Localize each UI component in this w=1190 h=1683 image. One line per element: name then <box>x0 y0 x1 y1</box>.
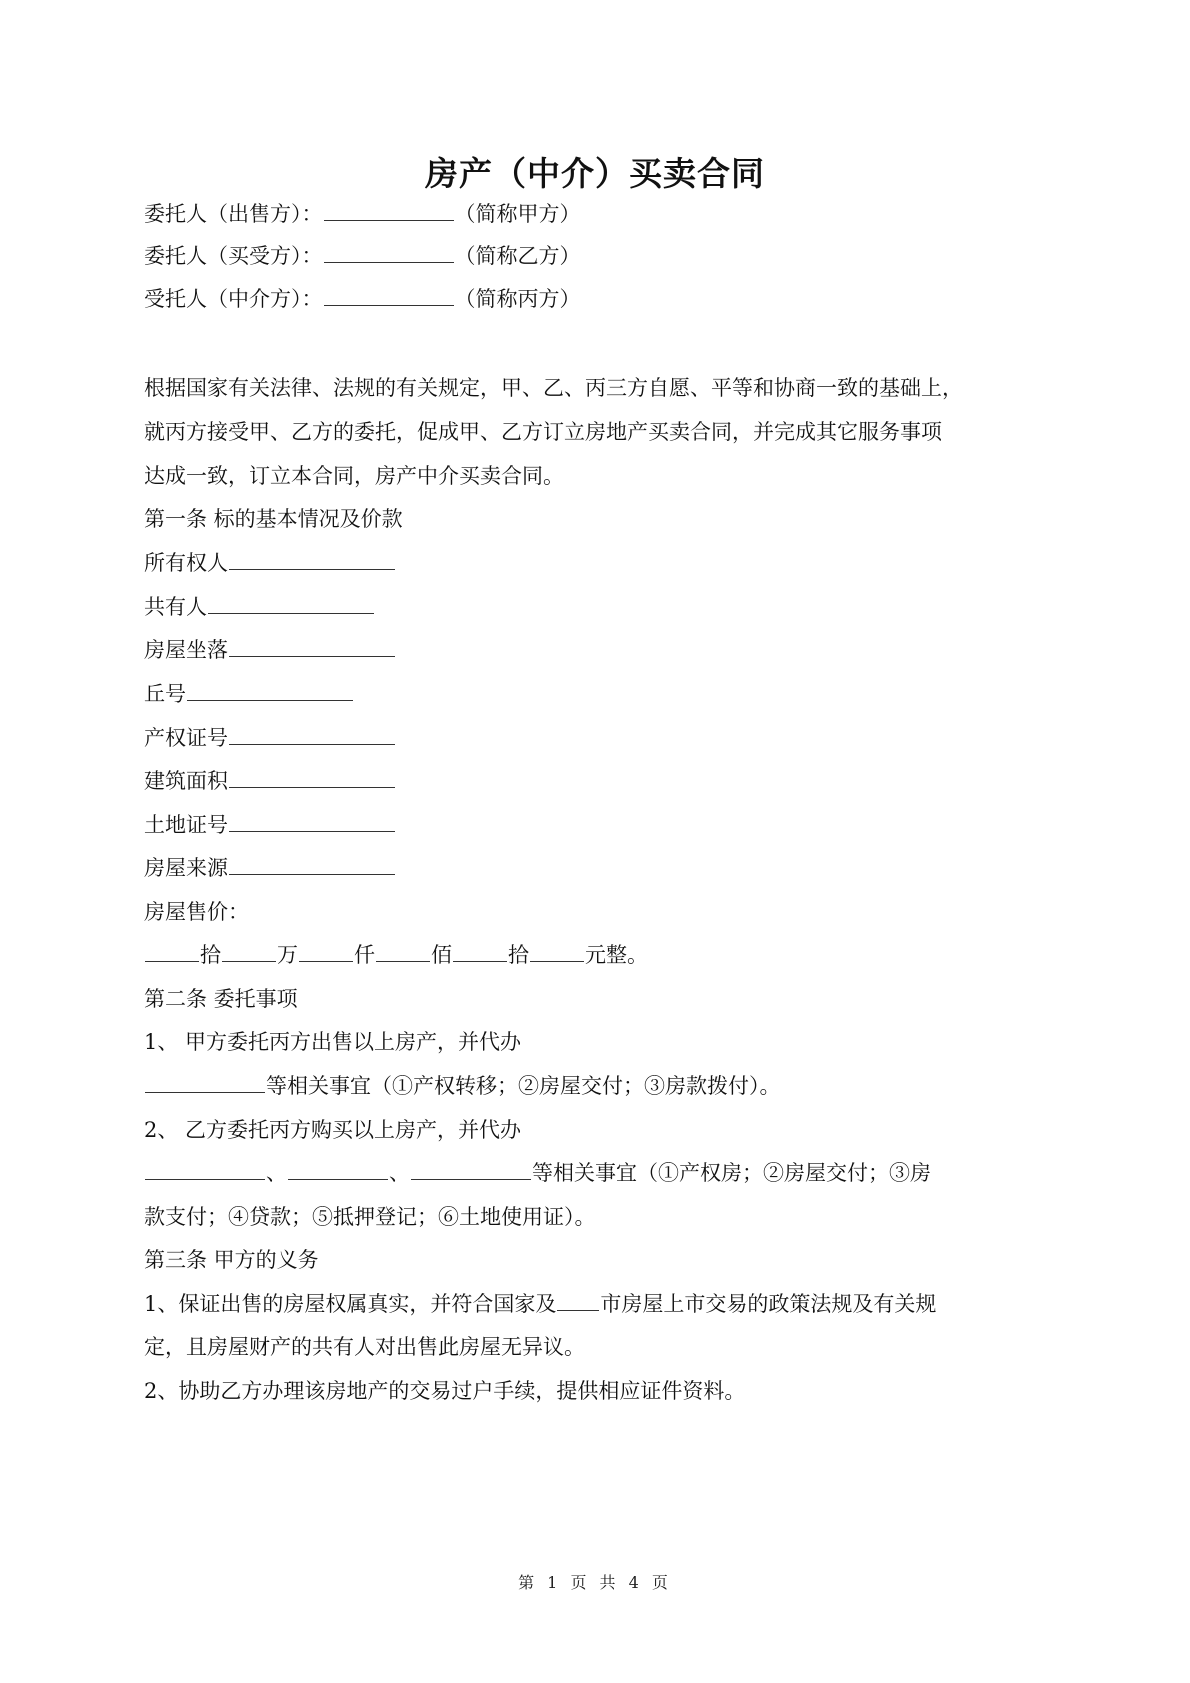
intro-line-1: 根据国家有关法律、法规的有关规定，甲、乙、丙三方自愿、平等和协商一致的基础上， <box>144 376 963 400</box>
item2-text: 等相关事宜（①产权房；②房屋交付；③房 <box>532 1161 931 1185</box>
field-lot-number <box>144 680 354 708</box>
item-text: 1、保证出售的房屋权属真实，并符合国家及 <box>144 1292 557 1316</box>
price-label: 房屋售价： <box>144 900 249 924</box>
field-blank[interactable] <box>229 811 395 832</box>
item-text: 市房屋上市交易的政策法规及有关规 <box>600 1292 937 1316</box>
price-amount-line <box>144 941 648 969</box>
field-blank[interactable] <box>187 680 353 701</box>
article3-heading: 第三条 甲方的义务 <box>144 1248 319 1272</box>
price-blank[interactable] <box>222 941 276 962</box>
item2-blank[interactable] <box>411 1159 531 1180</box>
price-blank[interactable] <box>145 941 199 962</box>
price-unit: 元整。 <box>585 943 648 967</box>
party-agent-line <box>144 285 581 313</box>
article2-item1-line2 <box>144 1072 781 1100</box>
item2-blank[interactable] <box>145 1159 265 1180</box>
document-title: 房产（中介）买卖合同 <box>425 154 765 193</box>
field-blank[interactable] <box>229 854 395 875</box>
article3-item1-line1 <box>144 1290 936 1318</box>
city-blank[interactable] <box>557 1290 599 1311</box>
article3-item1-line2: 定，且房屋财产的共有人对出售此房屋无异议。 <box>144 1335 585 1359</box>
field-blank[interactable] <box>229 549 395 570</box>
party-seller-blank[interactable] <box>324 200 454 221</box>
field-blank[interactable] <box>208 593 374 614</box>
separator: 、 <box>266 1161 287 1185</box>
field-label: 房屋来源 <box>144 856 228 880</box>
field-label: 共有人 <box>144 595 207 619</box>
party-suffix: （简称丙方） <box>454 287 581 311</box>
field-land-cert <box>144 811 396 839</box>
party-seller-line <box>144 200 581 228</box>
article2-item2-line1: 2、 乙方委托丙方购买以上房产，并代办 <box>144 1118 522 1142</box>
party-suffix: （简称乙方） <box>454 244 581 268</box>
field-label: 建筑面积 <box>144 769 228 793</box>
price-unit: 佰 <box>431 943 452 967</box>
field-blank[interactable] <box>229 767 395 788</box>
price-blank[interactable] <box>453 941 507 962</box>
field-label: 丘号 <box>144 682 186 706</box>
price-unit: 拾 <box>200 943 221 967</box>
price-unit: 万 <box>277 943 298 967</box>
party-label: 委托人（买受方）： <box>144 244 323 268</box>
article3-item2: 2、协助乙方办理该房地产的交易过户手续，提供相应证件资料。 <box>144 1379 746 1403</box>
party-label: 委托人（出售方）： <box>144 202 323 226</box>
item1-text: 等相关事宜（①产权转移；②房屋交付；③房款拨付）。 <box>266 1074 781 1098</box>
intro-line-3: 达成一致，订立本合同，房产中介买卖合同。 <box>144 464 564 488</box>
field-label: 房屋坐落 <box>144 638 228 662</box>
separator: 、 <box>389 1161 410 1185</box>
party-label: 受托人（中介方）： <box>144 287 323 311</box>
item1-blank[interactable] <box>145 1072 265 1093</box>
field-owner <box>144 549 396 577</box>
article2-item1-line1: 1、 甲方委托丙方出售以上房产，并代办 <box>144 1030 522 1054</box>
page-number: 第 1 页 共 4 页 <box>518 1573 672 1592</box>
field-title-cert <box>144 724 396 752</box>
field-floor-area <box>144 767 396 795</box>
party-suffix: （简称甲方） <box>454 202 581 226</box>
field-label: 土地证号 <box>144 813 228 837</box>
party-agent-blank[interactable] <box>324 285 454 306</box>
article2-item2-line2 <box>144 1159 931 1187</box>
item2-blank[interactable] <box>288 1159 388 1180</box>
article1-heading: 第一条 标的基本情况及价款 <box>144 507 403 531</box>
field-blank[interactable] <box>229 724 395 745</box>
field-blank[interactable] <box>229 636 395 657</box>
price-unit: 仟 <box>354 943 375 967</box>
article2-heading: 第二条 委托事项 <box>144 987 298 1011</box>
field-label: 所有权人 <box>144 551 228 575</box>
price-blank[interactable] <box>299 941 353 962</box>
field-source <box>144 854 396 882</box>
price-blank[interactable] <box>530 941 584 962</box>
article2-item2-line3: 款支付；④贷款；⑤抵押登记；⑥土地使用证）。 <box>144 1205 596 1229</box>
field-co-owner <box>144 593 375 621</box>
intro-line-2: 就丙方接受甲、乙方的委托，促成甲、乙方订立房地产买卖合同，并完成其它服务事项 <box>144 420 942 444</box>
field-label: 产权证号 <box>144 726 228 750</box>
price-blank[interactable] <box>376 941 430 962</box>
price-unit: 拾 <box>508 943 529 967</box>
party-buyer-line <box>144 242 581 270</box>
party-buyer-blank[interactable] <box>324 242 454 263</box>
field-location <box>144 636 396 664</box>
